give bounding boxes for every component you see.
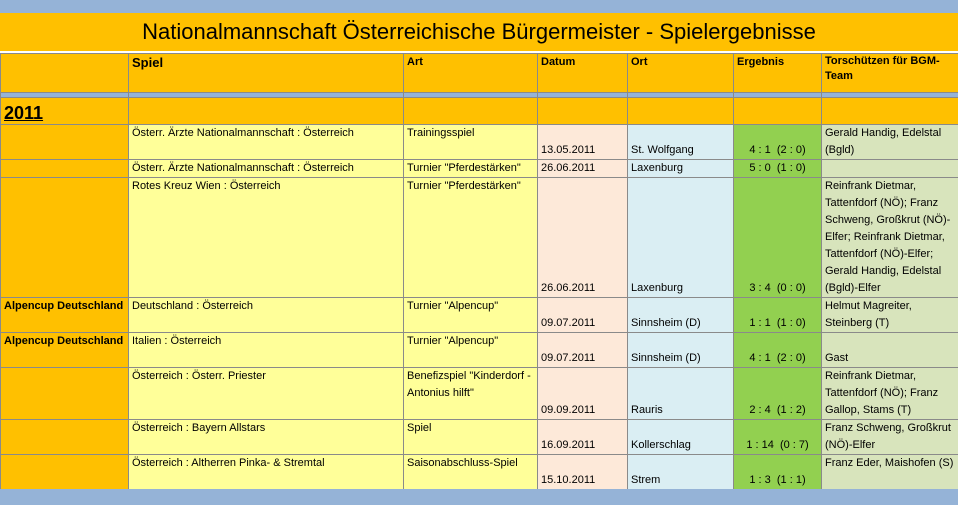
- cell-tournament[interactable]: Alpencup Deutschland: [1, 333, 129, 368]
- cell-art[interactable]: Turnier "Pferdestärken": [404, 178, 538, 298]
- cell-ergebnis[interactable]: 1 : 3 (1 : 1): [734, 455, 822, 490]
- header-ort[interactable]: Ort: [628, 54, 734, 93]
- table-row: [1, 125, 958, 160]
- cell-spiel[interactable]: Italien : Österreich: [129, 333, 404, 368]
- cell-datum[interactable]: 26.06.2011: [538, 178, 628, 298]
- cell-ort[interactable]: Kollerschlag: [628, 420, 734, 455]
- cell-datum[interactable]: 09.09.2011: [538, 368, 628, 420]
- cell-tournament[interactable]: [1, 178, 129, 298]
- cell-art[interactable]: Saisonabschluss-Spiel: [404, 455, 538, 490]
- cell-spiel[interactable]: Österreich : Österr. Priester: [129, 368, 404, 420]
- cell-ort[interactable]: St. Wolfgang: [628, 125, 734, 160]
- cell-torschuetzen[interactable]: Reinfrank Dietmar, Tattenfdorf (NÖ); Franz Schweng, Großkrut (NÖ)-Elfer; Reinfrank Dietmar, Tattenfdorf (NÖ)-Elfer; Gerald Handig, Edelstal (Bgld)-Elfer: [822, 178, 958, 298]
- year-row: [1, 98, 958, 125]
- cell-torschuetzen[interactable]: Helmut Magreiter, Steinberg (T): [822, 298, 958, 333]
- cell-ort[interactable]: Laxenburg: [628, 178, 734, 298]
- cell-tournament[interactable]: [1, 125, 129, 160]
- cell-ort[interactable]: Sinnsheim (D): [628, 333, 734, 368]
- cell-datum[interactable]: 16.09.2011: [538, 420, 628, 455]
- cell-spiel[interactable]: Rotes Kreuz Wien : Österreich: [129, 178, 404, 298]
- cell-torschuetzen[interactable]: [822, 160, 958, 178]
- table-row: [1, 455, 958, 490]
- cell-ergebnis[interactable]: 4 : 1 (2 : 0): [734, 333, 822, 368]
- cell-datum[interactable]: 15.10.2011: [538, 455, 628, 490]
- cell-torschuetzen[interactable]: Franz Schweng, Großkrut (NÖ)-Elfer: [822, 420, 958, 455]
- table-row: [1, 420, 958, 455]
- cell-ergebnis[interactable]: 3 : 4 (0 : 0): [734, 178, 822, 298]
- cell-tournament[interactable]: [1, 368, 129, 420]
- table-row: [1, 298, 958, 333]
- cell-art[interactable]: Spiel: [404, 420, 538, 455]
- cell-ort[interactable]: Sinnsheim (D): [628, 298, 734, 333]
- year-label[interactable]: 2011: [1, 98, 129, 125]
- cell-ergebnis[interactable]: 5 : 0 (1 : 0): [734, 160, 822, 178]
- header-ergebnis[interactable]: Ergebnis: [734, 54, 822, 93]
- cell-tournament[interactable]: Alpencup Deutschland: [1, 298, 129, 333]
- cell-torschuetzen[interactable]: Gerald Handig, Edelstal (Bgld): [822, 125, 958, 160]
- cell-ergebnis[interactable]: 1 : 14 (0 : 7): [734, 420, 822, 455]
- header-empty: [1, 54, 129, 93]
- cell-torschuetzen[interactable]: Franz Eder, Maishofen (S): [822, 455, 958, 490]
- cell-torschuetzen[interactable]: Gast: [822, 333, 958, 368]
- cell-spiel[interactable]: Österr. Ärzte Nationalmannschaft : Österreich: [129, 160, 404, 178]
- cell-datum[interactable]: 09.07.2011: [538, 298, 628, 333]
- cell-art[interactable]: Turnier "Pferdestärken": [404, 160, 538, 178]
- table-row: [1, 368, 958, 420]
- cell-spiel[interactable]: Deutschland : Österreich: [129, 298, 404, 333]
- cell-art[interactable]: Benefizspiel "Kinderdorf - Antonius hilft": [404, 368, 538, 420]
- header-art[interactable]: Art: [404, 54, 538, 93]
- cell-ort[interactable]: Strem: [628, 455, 734, 490]
- cell-art[interactable]: Trainingsspiel: [404, 125, 538, 160]
- cell-spiel[interactable]: Österreich : Bayern Allstars: [129, 420, 404, 455]
- top-band: [0, 0, 958, 13]
- cell-ort[interactable]: Rauris: [628, 368, 734, 420]
- cell-ergebnis[interactable]: 2 : 4 (1 : 2): [734, 368, 822, 420]
- cell-tournament[interactable]: [1, 420, 129, 455]
- cell-ort[interactable]: Laxenburg: [628, 160, 734, 178]
- cell-ergebnis[interactable]: 4 : 1 (2 : 0): [734, 125, 822, 160]
- header-spiel[interactable]: Spiel: [129, 54, 404, 93]
- header-datum[interactable]: Datum: [538, 54, 628, 93]
- cell-datum[interactable]: 09.07.2011: [538, 333, 628, 368]
- cell-ergebnis[interactable]: 1 : 1 (1 : 0): [734, 298, 822, 333]
- page-title: Nationalmannschaft Österreichische Bürgermeister - Spielergebnisse: [0, 13, 958, 51]
- cell-tournament[interactable]: [1, 455, 129, 490]
- cell-datum[interactable]: 26.06.2011: [538, 160, 628, 178]
- table-row: [1, 178, 958, 298]
- cell-torschuetzen[interactable]: Reinfrank Dietmar, Tattenfdorf (NÖ); Franz Gallop, Stams (T): [822, 368, 958, 420]
- cell-art[interactable]: Turnier "Alpencup": [404, 298, 538, 333]
- cell-tournament[interactable]: [1, 160, 129, 178]
- cell-datum[interactable]: 13.05.2011: [538, 125, 628, 160]
- cell-art[interactable]: Turnier "Alpencup": [404, 333, 538, 368]
- cell-spiel[interactable]: Österreich : Altherren Pinka- & Stremtal: [129, 455, 404, 490]
- bottom-band: [0, 489, 958, 505]
- header-torschuetzen[interactable]: Torschützen für BGM-Team: [822, 54, 958, 93]
- table-row: [1, 160, 958, 178]
- table-row: [1, 333, 958, 368]
- cell-spiel[interactable]: Österr. Ärzte Nationalmannschaft : Österreich: [129, 125, 404, 160]
- header-row: [1, 54, 958, 93]
- results-table: [0, 53, 958, 490]
